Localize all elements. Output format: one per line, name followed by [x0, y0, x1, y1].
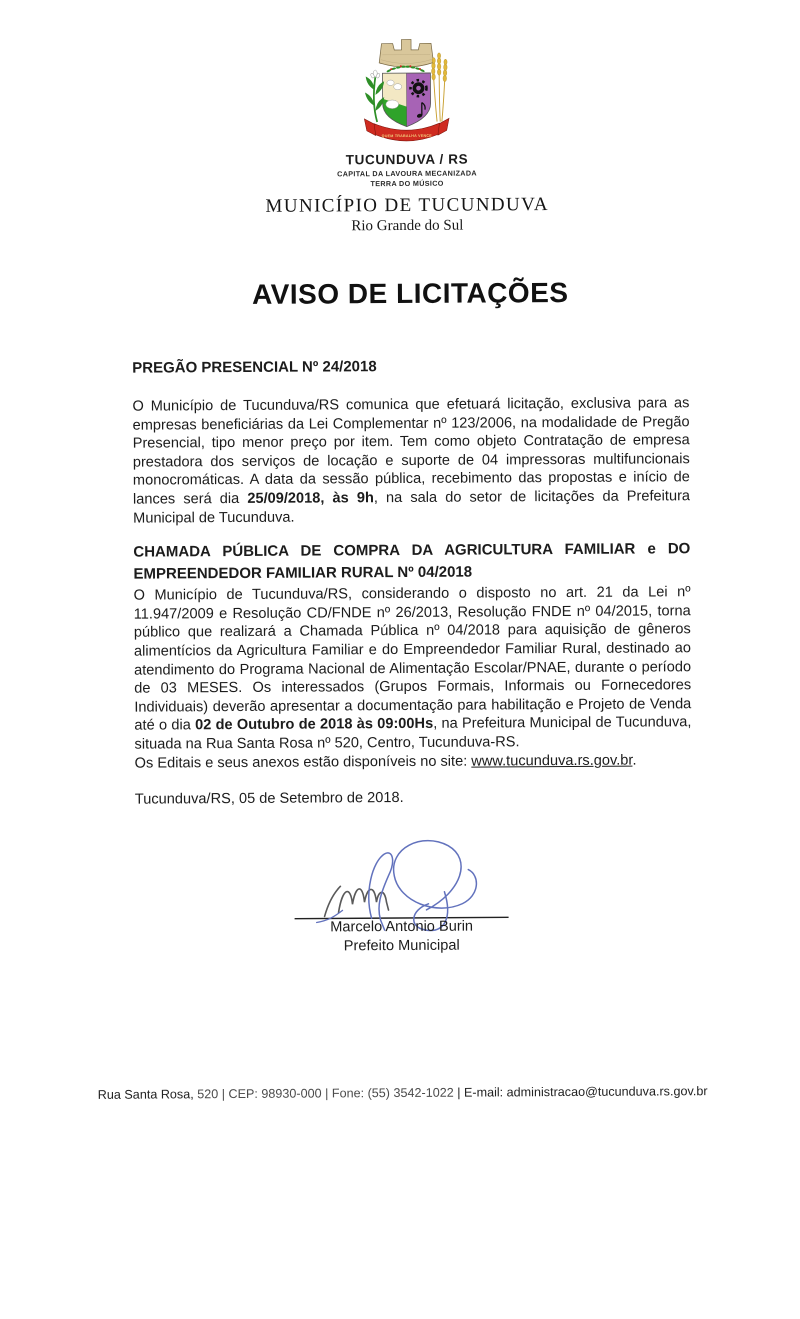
section-paragraph-chamada: O Município de Tucunduva/RS, considerando o disposto no art. 21 da Lei nº 11.947/2009 e Resolução CD/FNDE nº 26/2013, Resolução FNDE nº 04/2015, torna público que realizará a Chamada Pública nº 04/2018 para aquisição de gêneros alimentícios da Agricultura Familiar e do Empreendedor Familiar Rural, destinado ao atendimento do Programa Nacional de Alimentação Escolar/PNAE, durante o período de 03 MESES. Os interessados (Grupos Formais, Informais ou Fornecedores Individuais) deverão apresentar a documentação para habilitação e Projeto de Venda até o dia 02 de Outubro de 2018 às 09:00Hs, na Prefeitura Municipal de Tucunduva, situada na Rua Santa Rosa nº 520, Centro, Tucunduva-RS. — [134, 583, 692, 754]
signature-role: Prefeito Municipal — [262, 936, 542, 957]
date-line: Tucunduva/RS, 05 de Setembro de 2018. — [135, 787, 692, 809]
letterhead-city: TUCUNDUVA / RS — [17, 150, 797, 170]
signature-block — [261, 831, 542, 957]
page-title: AVISO DE LICITAÇÕES — [132, 276, 689, 311]
letterhead-tagline-2: TERRA DO MÚSICO — [17, 177, 797, 190]
letterhead — [16, 24, 797, 238]
editais-note: Os Editais e seus anexos estão disponíveis no site: www.tucunduva.rs.gov.br. — [135, 751, 692, 773]
mural-crown-icon — [379, 39, 433, 67]
signature-name: Marcelo Antonio Burin — [262, 917, 542, 938]
ribbon-motto: QUEM TRABALHA VENCE — [382, 134, 433, 138]
footer-contact-line: Rua Santa Rosa, 520 | CEP: 98930-000 | Fone: (55) 3542-1022 | E-mail: administracao@tucunduva.rs.gov.br — [3, 1084, 800, 1103]
letterhead-municipality: MUNICÍPIO DE TUCUNDUVA — [17, 193, 797, 220]
gear-icon — [410, 80, 426, 96]
document-body — [132, 355, 692, 809]
letterhead-state: Rio Grande do Sul — [17, 215, 797, 237]
coat-of-arms-icon — [350, 26, 463, 150]
section-paragraph-pregao: O Município de Tucunduva/RS comunica que efetuará licitação, exclusiva para as empresas beneficiárias da Lei Complementar nº 123/2006, na modalidade de Pregão Presencial, tipo menor preço por item. Tem como objeto Contratação de empresa prestadora dos serviços de locação e suporte de 04 impressoras multifuncionais monocromáticas. A data da sessão pública, recebimento das propostas e início de lances será dia 25/09/2018, às 9h, na sala do setor de licitações da Prefeitura Municipal de Tucunduva. — [132, 394, 690, 528]
section-heading-pregao: PREGÃO PRESENCIAL Nº 24/2018 — [132, 355, 689, 378]
corn-stalk-icon — [365, 70, 384, 122]
shield-icon — [382, 73, 430, 127]
wheat-icon — [431, 53, 447, 122]
section-heading-chamada: CHAMADA PÚBLICA DE COMPRA DA AGRICULTURA FAMILIAR e DO EMPREENDEDOR FAMILIAR RURAL Nº 04/2018 — [133, 538, 690, 584]
letterhead-tagline-1: CAPITAL DA LAVOURA MECANIZADA — [17, 167, 797, 180]
